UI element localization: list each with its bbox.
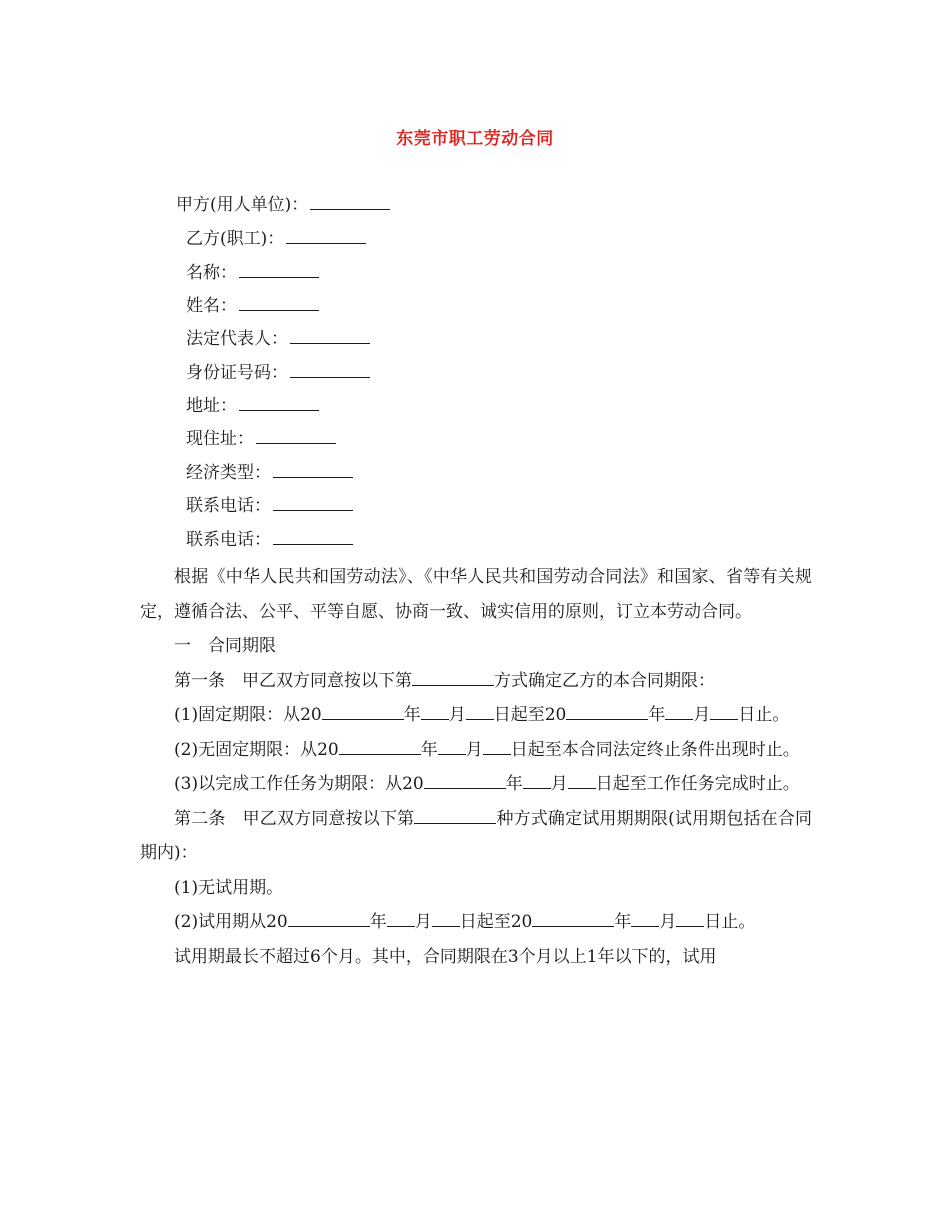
text: 日起至20: [493, 705, 567, 725]
text: 月: [414, 912, 432, 932]
document-title: 东莞市职工劳动合同: [396, 129, 554, 149]
term-task: [140, 767, 812, 802]
field-label: 联系电话：: [186, 530, 271, 550]
contract-body: [140, 560, 812, 974]
blank-line[interactable]: [286, 227, 366, 244]
term-open: [140, 733, 812, 768]
text: 第二条 甲乙双方同意按以下第: [174, 808, 415, 829]
blank-line[interactable]: [387, 910, 415, 927]
blank-line[interactable]: [631, 910, 659, 927]
text: 年: [648, 705, 666, 725]
field-label: 身份证号码：: [186, 363, 288, 383]
text: 月: [550, 774, 568, 794]
article-1: [140, 664, 812, 699]
text: 第一条 甲乙双方同意按以下第: [174, 670, 412, 691]
blank-line[interactable]: [466, 703, 494, 720]
text: 日止。: [704, 912, 756, 932]
text: 方式确定乙方的本合同期限：: [494, 670, 715, 691]
field-address: [186, 394, 319, 418]
probation-period: [140, 905, 812, 940]
term-fixed: [140, 698, 812, 733]
text: 年: [614, 912, 632, 932]
blank-line[interactable]: [310, 193, 390, 210]
blank-line[interactable]: [239, 294, 319, 311]
field-name-person: [186, 294, 319, 318]
text: 年: [369, 912, 387, 932]
text: (3)以完成工作任务为期限：从20: [174, 774, 424, 794]
blank-line[interactable]: [239, 394, 319, 411]
text: 年: [403, 705, 421, 725]
blank-line[interactable]: [322, 703, 404, 720]
blank-line[interactable]: [414, 807, 496, 824]
blank-line[interactable]: [290, 327, 370, 344]
blank-line[interactable]: [412, 669, 494, 686]
blank-line[interactable]: [710, 703, 738, 720]
blank-line[interactable]: [273, 528, 353, 545]
probation-none: (1)无试用期。: [174, 877, 284, 898]
text: 日起至本合同法定终止条件出现时止。: [510, 739, 800, 760]
field-label: 甲方(用人单位)：: [176, 195, 309, 215]
field-label: 姓名：: [186, 296, 237, 316]
blank-line[interactable]: [288, 910, 370, 927]
article-2: [140, 802, 812, 871]
field-economic-type: [186, 461, 353, 485]
blank-line[interactable]: [566, 703, 648, 720]
text: 月: [448, 705, 466, 725]
field-party-b: [186, 227, 366, 251]
blank-line[interactable]: [290, 361, 370, 378]
blank-line[interactable]: [239, 261, 319, 278]
section-heading: 一 合同期限: [174, 636, 276, 656]
blank-line[interactable]: [532, 910, 614, 927]
text: 日起至工作任务完成时止。: [595, 774, 800, 794]
field-label: 现住址：: [186, 429, 254, 449]
blank-line[interactable]: [432, 910, 460, 927]
text: 种方式确定试用期期限(试用期包括在合同期内)：: [140, 808, 812, 863]
field-legal-rep: [186, 327, 370, 351]
field-phone-b: [186, 528, 353, 552]
blank-line[interactable]: [523, 772, 551, 789]
field-current-address: [186, 427, 336, 451]
field-phone-a: [186, 494, 353, 518]
blank-line[interactable]: [676, 910, 704, 927]
blank-line[interactable]: [273, 461, 353, 478]
blank-line[interactable]: [665, 703, 693, 720]
text: 月: [659, 912, 677, 932]
field-label: 经济类型：: [186, 463, 271, 483]
blank-line[interactable]: [421, 703, 449, 720]
text: 日起至20: [459, 912, 533, 932]
intro-paragraph: 根据《中华人民共和国劳动法》、《中华人民共和国劳动合同法》和国家、省等有关规定，遵循合法、公平、平等自愿、协商一致、诚实信用的原则，订立本劳动合同。: [140, 567, 812, 622]
text: 日止。: [738, 705, 790, 725]
text: (1)固定期限：从20: [174, 705, 322, 725]
blank-line[interactable]: [568, 772, 596, 789]
blank-line[interactable]: [256, 427, 336, 444]
blank-line[interactable]: [339, 738, 421, 755]
field-party-a: [176, 193, 390, 217]
blank-line[interactable]: [483, 738, 511, 755]
text: 月: [465, 739, 483, 760]
probation-limit: 试用期最长不超过6个月。其中，合同期限在3个月以上1年以下的，试用: [174, 946, 717, 967]
text: 年: [505, 774, 523, 794]
field-name-org: [186, 261, 319, 285]
field-label: 联系电话：: [186, 496, 271, 516]
field-label: 名称：: [186, 263, 237, 283]
blank-line[interactable]: [424, 772, 506, 789]
field-label: 法定代表人：: [186, 329, 288, 349]
blank-line[interactable]: [438, 738, 466, 755]
field-label: 地址：: [186, 396, 237, 416]
blank-line[interactable]: [273, 494, 353, 511]
field-id-number: [186, 361, 370, 385]
field-label: 乙方(职工)：: [186, 229, 285, 249]
text: 年: [420, 739, 438, 760]
text: (2)试用期从20: [174, 912, 288, 932]
text: (2)无固定期限：从20: [174, 739, 339, 760]
text: 月: [693, 705, 711, 725]
